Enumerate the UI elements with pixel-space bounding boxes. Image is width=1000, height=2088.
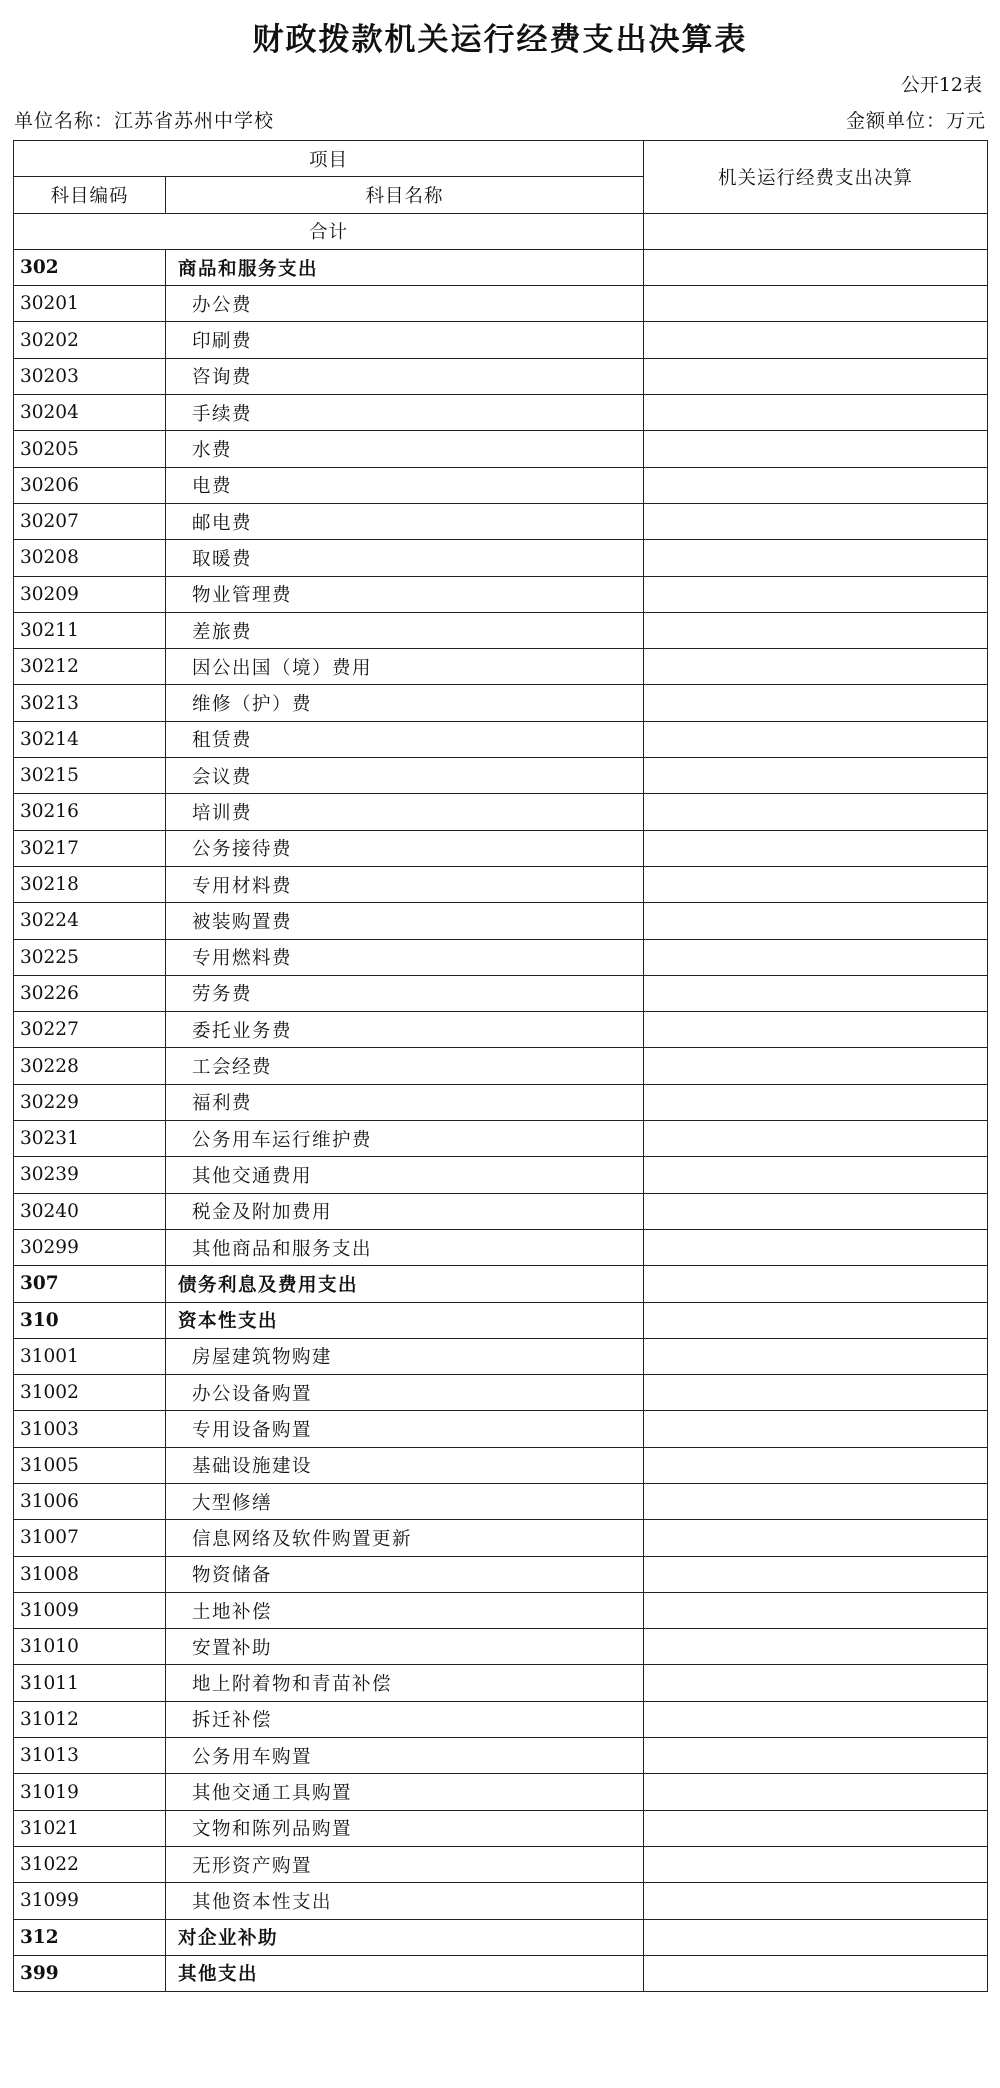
subject-code: 30203 bbox=[14, 358, 166, 394]
table-row bbox=[14, 794, 988, 830]
table-row bbox=[14, 1520, 988, 1556]
table-row bbox=[14, 358, 988, 394]
subject-name: 租赁费 bbox=[166, 721, 644, 757]
subject-name: 其他交通工具购置 bbox=[166, 1774, 644, 1810]
table-row bbox=[14, 249, 988, 285]
subject-code: 30231 bbox=[14, 1121, 166, 1157]
subject-name: 物业管理费 bbox=[166, 576, 644, 612]
expenditure-table bbox=[13, 140, 988, 1992]
table-row bbox=[14, 1665, 988, 1701]
amount-cell bbox=[644, 1048, 988, 1084]
table-row bbox=[14, 467, 988, 503]
subject-name: 文物和陈列品购置 bbox=[166, 1810, 644, 1846]
subject-code: 31013 bbox=[14, 1738, 166, 1774]
amount-cell bbox=[644, 431, 988, 467]
subject-name: 咨询费 bbox=[166, 358, 644, 394]
subject-code: 312 bbox=[14, 1919, 166, 1955]
subject-name: 办公费 bbox=[166, 286, 644, 322]
amount-cell bbox=[644, 612, 988, 648]
amount-cell bbox=[644, 1701, 988, 1737]
amount-cell bbox=[644, 1121, 988, 1157]
subject-code: 30228 bbox=[14, 1048, 166, 1084]
amount-column-header: 机关运行经费支出决算 bbox=[644, 141, 988, 214]
subject-code: 30226 bbox=[14, 975, 166, 1011]
amount-cell bbox=[644, 903, 988, 939]
unit-name: 单位名称：江苏省苏州中学校 bbox=[14, 110, 275, 132]
total-amount bbox=[644, 213, 988, 249]
amount-cell bbox=[644, 1738, 988, 1774]
table-row bbox=[14, 939, 988, 975]
amount-cell bbox=[644, 721, 988, 757]
amount-cell bbox=[644, 1665, 988, 1701]
table-row bbox=[14, 1592, 988, 1628]
subject-name: 取暖费 bbox=[166, 540, 644, 576]
table-row bbox=[14, 1229, 988, 1265]
table-row bbox=[14, 286, 988, 322]
subject-code: 30205 bbox=[14, 431, 166, 467]
amount-cell bbox=[644, 286, 988, 322]
amount-cell bbox=[644, 1919, 988, 1955]
subject-code: 31008 bbox=[14, 1556, 166, 1592]
table-row bbox=[14, 322, 988, 358]
table-row bbox=[14, 1084, 988, 1120]
amount-cell bbox=[644, 1266, 988, 1302]
project-group-header: 项目 bbox=[14, 141, 644, 177]
subject-name: 其他交通费用 bbox=[166, 1157, 644, 1193]
subject-name: 手续费 bbox=[166, 395, 644, 431]
amount-cell bbox=[644, 1012, 988, 1048]
subject-name: 其他支出 bbox=[166, 1955, 644, 1991]
table-row bbox=[14, 721, 988, 757]
subject-name: 水费 bbox=[166, 431, 644, 467]
subject-name: 工会经费 bbox=[166, 1048, 644, 1084]
amount-cell bbox=[644, 1084, 988, 1120]
subject-name: 印刷费 bbox=[166, 322, 644, 358]
table-row bbox=[14, 1447, 988, 1483]
subject-code: 31006 bbox=[14, 1483, 166, 1519]
amount-cell bbox=[644, 1883, 988, 1919]
subject-code: 30217 bbox=[14, 830, 166, 866]
subject-code: 30214 bbox=[14, 721, 166, 757]
subject-code: 30240 bbox=[14, 1193, 166, 1229]
subject-code: 31099 bbox=[14, 1883, 166, 1919]
subject-code: 30211 bbox=[14, 612, 166, 648]
name-column-header: 科目名称 bbox=[166, 177, 644, 213]
table-row bbox=[14, 540, 988, 576]
amount-cell bbox=[644, 1810, 988, 1846]
table-row bbox=[14, 1157, 988, 1193]
table-row bbox=[14, 1774, 988, 1810]
subject-code: 31021 bbox=[14, 1810, 166, 1846]
table-row bbox=[14, 1701, 988, 1737]
table-row bbox=[14, 1955, 988, 1991]
subject-code: 31011 bbox=[14, 1665, 166, 1701]
amount-cell bbox=[644, 1447, 988, 1483]
amount-cell bbox=[644, 1774, 988, 1810]
subject-name: 培训费 bbox=[166, 794, 644, 830]
subject-name: 商品和服务支出 bbox=[166, 249, 644, 285]
subject-code: 30218 bbox=[14, 866, 166, 902]
table-row bbox=[14, 1193, 988, 1229]
page-title: 财政拨款机关运行经费支出决算表 bbox=[252, 22, 748, 58]
table-row bbox=[14, 1411, 988, 1447]
amount-cell bbox=[644, 1302, 988, 1338]
amount-cell bbox=[644, 758, 988, 794]
subject-name: 会议费 bbox=[166, 758, 644, 794]
subject-name: 物资储备 bbox=[166, 1556, 644, 1592]
subject-name: 公务用车运行维护费 bbox=[166, 1121, 644, 1157]
subject-code: 31003 bbox=[14, 1411, 166, 1447]
subject-name: 公务接待费 bbox=[166, 830, 644, 866]
amount-cell bbox=[644, 1229, 988, 1265]
table-row bbox=[14, 685, 988, 721]
amount-cell bbox=[644, 358, 988, 394]
table-row bbox=[14, 395, 988, 431]
amount-cell bbox=[644, 866, 988, 902]
amount-cell bbox=[644, 1520, 988, 1556]
subject-name: 电费 bbox=[166, 467, 644, 503]
subject-code: 30225 bbox=[14, 939, 166, 975]
table-row bbox=[14, 1556, 988, 1592]
table-row bbox=[14, 431, 988, 467]
subject-code: 31012 bbox=[14, 1701, 166, 1737]
subject-code: 302 bbox=[14, 249, 166, 285]
subject-code: 31001 bbox=[14, 1338, 166, 1374]
subject-code: 30227 bbox=[14, 1012, 166, 1048]
amount-cell bbox=[644, 830, 988, 866]
amount-cell bbox=[644, 1338, 988, 1374]
subject-code: 30299 bbox=[14, 1229, 166, 1265]
subject-code: 30201 bbox=[14, 286, 166, 322]
amount-cell bbox=[644, 1955, 988, 1991]
table-row bbox=[14, 1338, 988, 1374]
table-row bbox=[14, 1810, 988, 1846]
subject-code: 30209 bbox=[14, 576, 166, 612]
subject-name: 办公设备购置 bbox=[166, 1375, 644, 1411]
subject-code: 31010 bbox=[14, 1629, 166, 1665]
amount-cell bbox=[644, 794, 988, 830]
subject-code: 30207 bbox=[14, 503, 166, 539]
subject-code: 30202 bbox=[14, 322, 166, 358]
amount-cell bbox=[644, 1193, 988, 1229]
subject-code: 31005 bbox=[14, 1447, 166, 1483]
subject-code: 310 bbox=[14, 1302, 166, 1338]
amount-cell bbox=[644, 1157, 988, 1193]
subject-name: 税金及附加费用 bbox=[166, 1193, 644, 1229]
table-row bbox=[14, 903, 988, 939]
table-row bbox=[14, 1048, 988, 1084]
table-row bbox=[14, 758, 988, 794]
subject-name: 劳务费 bbox=[166, 975, 644, 1011]
subject-name: 其他商品和服务支出 bbox=[166, 1229, 644, 1265]
subject-code: 30208 bbox=[14, 540, 166, 576]
subject-name: 信息网络及软件购置更新 bbox=[166, 1520, 644, 1556]
subject-code: 307 bbox=[14, 1266, 166, 1302]
amount-cell bbox=[644, 1629, 988, 1665]
subject-code: 30216 bbox=[14, 794, 166, 830]
subject-name: 福利费 bbox=[166, 1084, 644, 1120]
amount-cell bbox=[644, 395, 988, 431]
table-row bbox=[14, 1302, 988, 1338]
table-row bbox=[14, 1738, 988, 1774]
subject-name: 委托业务费 bbox=[166, 1012, 644, 1048]
subject-name: 因公出国（境）费用 bbox=[166, 649, 644, 685]
table-row bbox=[14, 1846, 988, 1882]
amount-unit: 金额单位：万元 bbox=[845, 110, 986, 132]
subject-name: 专用燃料费 bbox=[166, 939, 644, 975]
subject-code: 31022 bbox=[14, 1846, 166, 1882]
table-row bbox=[14, 830, 988, 866]
table-row bbox=[14, 576, 988, 612]
table-row bbox=[14, 1121, 988, 1157]
subject-code: 30212 bbox=[14, 649, 166, 685]
form-number: 公开12表 bbox=[900, 74, 982, 96]
subject-name: 大型修缮 bbox=[166, 1483, 644, 1519]
amount-cell bbox=[644, 1846, 988, 1882]
table-row bbox=[14, 1012, 988, 1048]
subject-name: 拆迁补偿 bbox=[166, 1701, 644, 1737]
amount-cell bbox=[644, 685, 988, 721]
subject-code: 399 bbox=[14, 1955, 166, 1991]
subject-name: 专用设备购置 bbox=[166, 1411, 644, 1447]
table-row bbox=[14, 503, 988, 539]
subject-code: 30229 bbox=[14, 1084, 166, 1120]
amount-cell bbox=[644, 503, 988, 539]
total-label: 合计 bbox=[14, 213, 644, 249]
amount-cell bbox=[644, 939, 988, 975]
subject-name: 被装购置费 bbox=[166, 903, 644, 939]
table-row bbox=[14, 1629, 988, 1665]
subject-code: 30224 bbox=[14, 903, 166, 939]
amount-cell bbox=[644, 467, 988, 503]
subject-name: 地上附着物和青苗补偿 bbox=[166, 1665, 644, 1701]
amount-cell bbox=[644, 1483, 988, 1519]
subject-name: 土地补偿 bbox=[166, 1592, 644, 1628]
table-row bbox=[14, 1483, 988, 1519]
subject-code: 30213 bbox=[14, 685, 166, 721]
subject-name: 维修（护）费 bbox=[166, 685, 644, 721]
table-body bbox=[14, 213, 988, 1992]
table-row bbox=[14, 1375, 988, 1411]
subject-code: 31007 bbox=[14, 1520, 166, 1556]
table-row bbox=[14, 612, 988, 648]
amount-cell bbox=[644, 1556, 988, 1592]
subject-name: 债务利息及费用支出 bbox=[166, 1266, 644, 1302]
subject-name: 公务用车购置 bbox=[166, 1738, 644, 1774]
table-row bbox=[14, 1883, 988, 1919]
amount-cell bbox=[644, 576, 988, 612]
subject-code: 30206 bbox=[14, 467, 166, 503]
amount-cell bbox=[644, 1592, 988, 1628]
subject-name: 资本性支出 bbox=[166, 1302, 644, 1338]
amount-cell bbox=[644, 975, 988, 1011]
subject-name: 专用材料费 bbox=[166, 866, 644, 902]
subject-name: 其他资本性支出 bbox=[166, 1883, 644, 1919]
subject-name: 差旅费 bbox=[166, 612, 644, 648]
amount-cell bbox=[644, 249, 988, 285]
table-row bbox=[14, 1919, 988, 1955]
subject-name: 无形资产购置 bbox=[166, 1846, 644, 1882]
amount-cell bbox=[644, 1411, 988, 1447]
code-column-header: 科目编码 bbox=[14, 177, 166, 213]
subject-code: 30239 bbox=[14, 1157, 166, 1193]
amount-cell bbox=[644, 649, 988, 685]
table-row bbox=[14, 975, 988, 1011]
amount-cell bbox=[644, 1375, 988, 1411]
total-row bbox=[14, 213, 988, 249]
subject-name: 对企业补助 bbox=[166, 1919, 644, 1955]
subject-code: 30215 bbox=[14, 758, 166, 794]
amount-cell bbox=[644, 322, 988, 358]
subject-name: 邮电费 bbox=[166, 503, 644, 539]
table-row bbox=[14, 1266, 988, 1302]
table-row bbox=[14, 649, 988, 685]
subject-code: 31019 bbox=[14, 1774, 166, 1810]
subject-name: 安置补助 bbox=[166, 1629, 644, 1665]
subject-name: 房屋建筑物购建 bbox=[166, 1338, 644, 1374]
subject-code: 31002 bbox=[14, 1375, 166, 1411]
subject-name: 基础设施建设 bbox=[166, 1447, 644, 1483]
subject-code: 31009 bbox=[14, 1592, 166, 1628]
subject-code: 30204 bbox=[14, 395, 166, 431]
amount-cell bbox=[644, 540, 988, 576]
table-row bbox=[14, 866, 988, 902]
